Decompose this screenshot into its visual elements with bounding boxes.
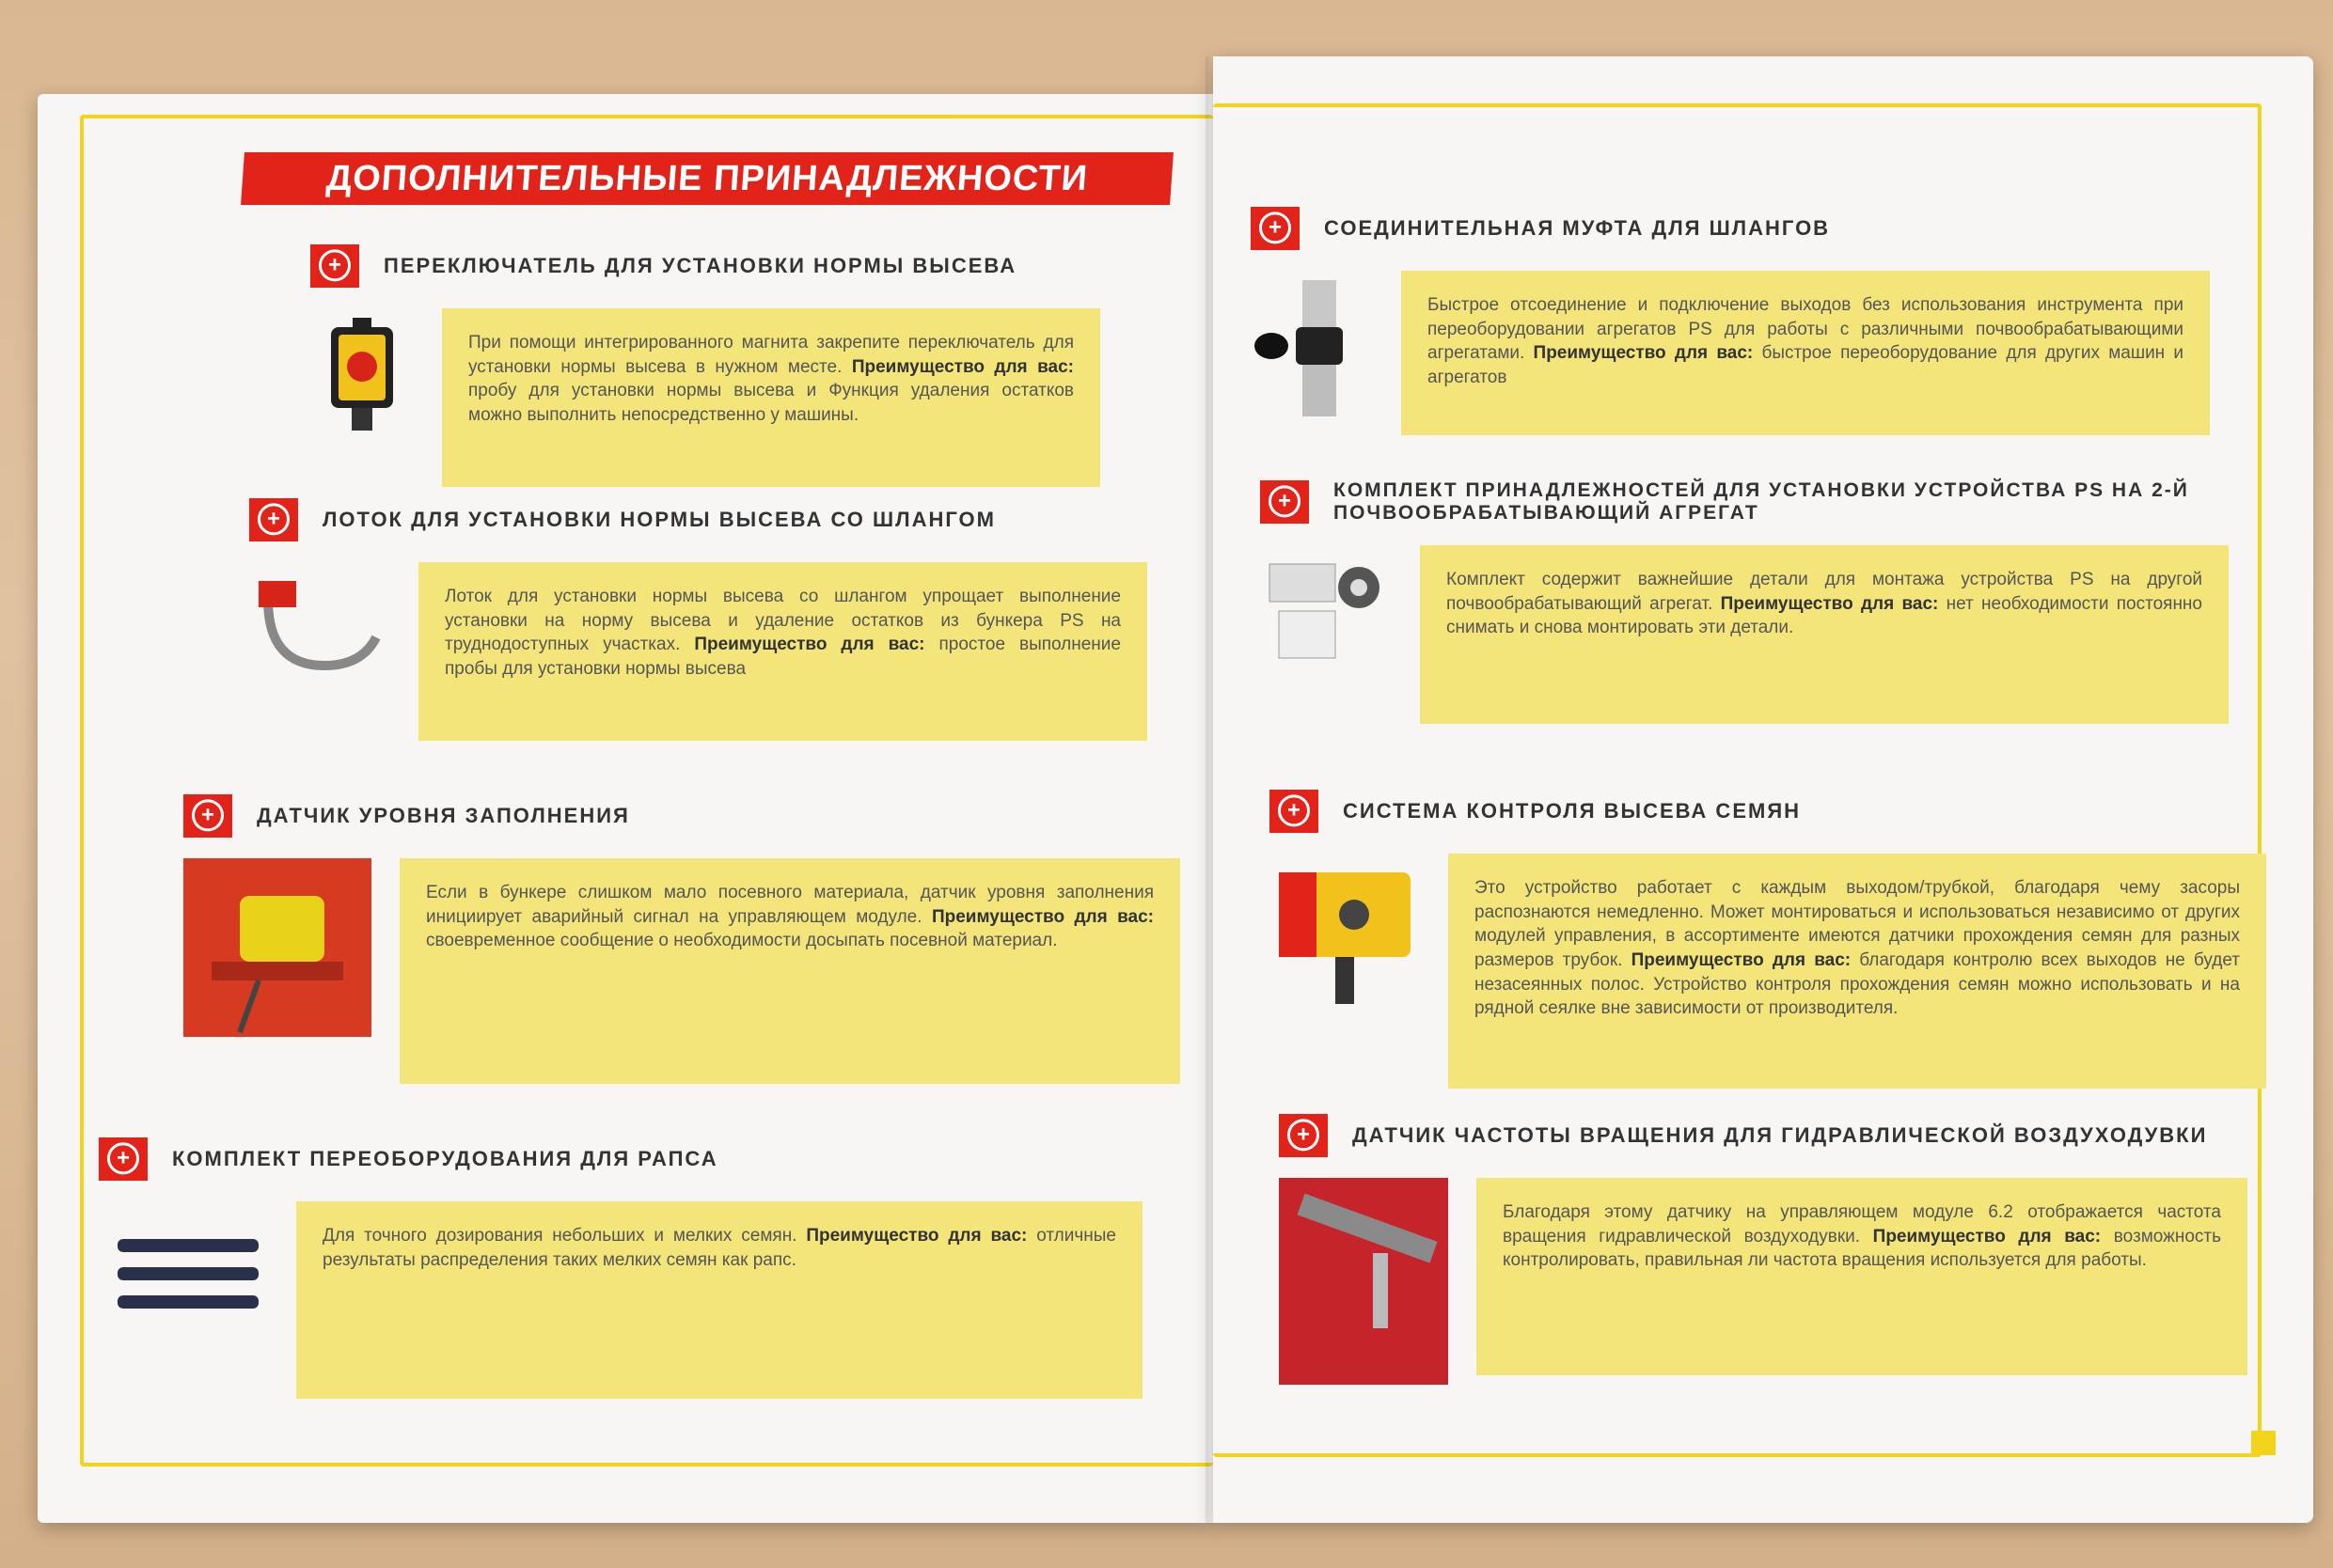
rpm-sensor-image bbox=[1279, 1178, 1448, 1385]
level-sensor-image bbox=[183, 858, 371, 1037]
section-title: ПЕРЕКЛЮЧАТЕЛЬ ДЛЯ УСТАНОВКИ НОРМЫ ВЫСЕВА bbox=[384, 254, 1017, 277]
hose-coupling-image bbox=[1251, 271, 1373, 421]
description-box bbox=[1401, 271, 2210, 435]
description-text: Для точного дозирования небольших и мелких семян. bbox=[323, 1226, 807, 1246]
plus-icon bbox=[1251, 207, 1300, 250]
section-tray bbox=[249, 498, 1171, 741]
section-title: СОЕДИНИТЕЛЬНАЯ МУФТА ДЛЯ ШЛАНГОВ bbox=[1324, 216, 1831, 240]
plus-icon bbox=[99, 1137, 148, 1181]
description-text: Благодаря этому датчику на управляющем модуле 6.2 отображается частота вращения гидравлической воздуходувки. bbox=[1503, 1202, 2221, 1247]
section-title: КОМПЛЕКТ ПЕРЕОБОРУДОВАНИЯ ДЛЯ РАПСА bbox=[172, 1147, 718, 1170]
section-title: СИСТЕМА КОНТРОЛЯ ВЫСЕВА СЕМЯН bbox=[1343, 799, 1802, 823]
section-title: ЛОТОК ДЛЯ УСТАНОВКИ НОРМЫ ВЫСЕВА СО ШЛАНГОМ bbox=[323, 508, 996, 531]
plus-icon bbox=[1260, 480, 1309, 524]
section-accessory-kit bbox=[1260, 479, 2257, 724]
benefit-label: Преимущество для вас: bbox=[694, 635, 939, 655]
benefit-label: Преимущество для вас: bbox=[851, 356, 1074, 377]
magnet-switch-image bbox=[310, 308, 414, 449]
section-title: КОМПЛЕКТ ПРИНАДЛЕЖНОСТЕЙ ДЛЯ УСТАНОВКИ УСТРОЙСТВА PS НА 2-Й ПОЧВООБРАБАТЫВАЮЩИЙ АГРЕГАТ bbox=[1333, 479, 2189, 524]
description-box bbox=[1448, 854, 2266, 1089]
benefit-label: Преимущество для вас: bbox=[931, 906, 1154, 927]
benefit-text: пробу для установки нормы высева и Функция удаления остатков можно выполнить непосредственно у машины. bbox=[468, 381, 1074, 425]
section-hose-coupling bbox=[1251, 207, 2229, 435]
description-text: Если в бункере слишком мало посевного материала, датчик уровня заполнения инициирует аварийный сигнал на управляющем модуле. bbox=[426, 883, 1154, 927]
tray-hose-image bbox=[249, 562, 390, 703]
section-switch bbox=[310, 244, 1157, 487]
seed-monitor-image bbox=[1269, 854, 1420, 1013]
description-box bbox=[296, 1201, 1143, 1399]
benefit-text: отличные результаты распределения таких мелких семян как рапс. bbox=[323, 1226, 1116, 1270]
benefit-label: Преимущество для вас: bbox=[1872, 1226, 2114, 1247]
description-box bbox=[1420, 545, 2229, 724]
section-title: ДАТЧИК УРОВНЯ ЗАПОЛНЕНИЯ bbox=[257, 804, 630, 827]
section-rapeseed bbox=[99, 1137, 1180, 1399]
benefit-label: Преимущество для вас: bbox=[1720, 593, 1947, 614]
right-page bbox=[1213, 56, 2313, 1523]
description-box bbox=[442, 308, 1100, 487]
description-text: Быстрое отсоединение и подключение выходов без использования инструмента при переоборудовании агрегатов PS для работы с различными почвообрабатывающими агрегатами. bbox=[1427, 295, 2183, 364]
description-text: При помощи интегрированного магнита закрепите переключатель для установки нормы высева в нужном месте. bbox=[468, 333, 1074, 377]
benefit-text: простое выполнение пробы для установки нормы высева bbox=[445, 635, 1121, 679]
benefit-text: быстрое переоборудование для других машин и агрегатов bbox=[1427, 343, 2183, 387]
plus-icon bbox=[1279, 1114, 1328, 1157]
plus-icon bbox=[310, 244, 359, 288]
description-text: Это устройство работает с каждым выходом/трубкой, благодаря чему засоры распознаются немедленно. Может монтироваться и использоваться независимо от других модулей управления, в ассортименте имеются датчики прохождения семян для разных размеров трубок. bbox=[1474, 878, 2240, 970]
description-text: Комплект содержит важнейшие детали для монтажа устройства PS на другой почвообрабатывающий агрегат. bbox=[1446, 570, 2202, 614]
benefit-label: Преимущество для вас: bbox=[1533, 343, 1762, 364]
description-box bbox=[418, 562, 1147, 741]
benefit-text: нет необходимости постоянно снимать и снова монтировать эти детали. bbox=[1446, 593, 2202, 638]
benefit-label: Преимущество для вас: bbox=[806, 1226, 1037, 1246]
description-box bbox=[1476, 1178, 2247, 1375]
description-text: Лоток для установки нормы высева со шлангом упрощает выполнение установки на норму высева и удаление остатков из бункера PS на труднодоступных участках. bbox=[445, 587, 1121, 655]
benefit-text: благодаря контролю всех выходов не будет незасеянных полос. Устройство контроля прохождения семян можно использовать и на рядной сеялке вне зависимости от производителя. bbox=[1474, 949, 2240, 1019]
plus-icon bbox=[249, 498, 298, 541]
section-level-sensor bbox=[183, 794, 1180, 1084]
plus-icon bbox=[183, 794, 232, 838]
benefit-text: своевременное сообщение о необходимости досыпать посевной материал. bbox=[426, 931, 1058, 951]
benefit-text: возможность контролировать, правильная ли частота вращения используется для работы. bbox=[1503, 1226, 2221, 1271]
section-seed-monitor bbox=[1269, 790, 2266, 1089]
left-page bbox=[38, 94, 1213, 1523]
plus-icon bbox=[1269, 790, 1318, 833]
rapeseed-rollers-image bbox=[99, 1201, 268, 1342]
page-heading: ДОПОЛНИТЕЛЬНЫЕ ПРИНАДЛЕЖНОСТИ bbox=[241, 152, 1174, 205]
page-number-marker bbox=[2251, 1431, 2276, 1455]
section-title: ДАТЧИК ЧАСТОТЫ ВРАЩЕНИЯ ДЛЯ ГИДРАВЛИЧЕСКОЙ ВОЗДУХОДУВКИ bbox=[1352, 1123, 2208, 1147]
benefit-label: Преимущество для вас: bbox=[1631, 949, 1860, 970]
section-rpm-sensor bbox=[1279, 1114, 2276, 1385]
description-box bbox=[400, 858, 1180, 1084]
accessory-kit-image bbox=[1260, 545, 1392, 667]
